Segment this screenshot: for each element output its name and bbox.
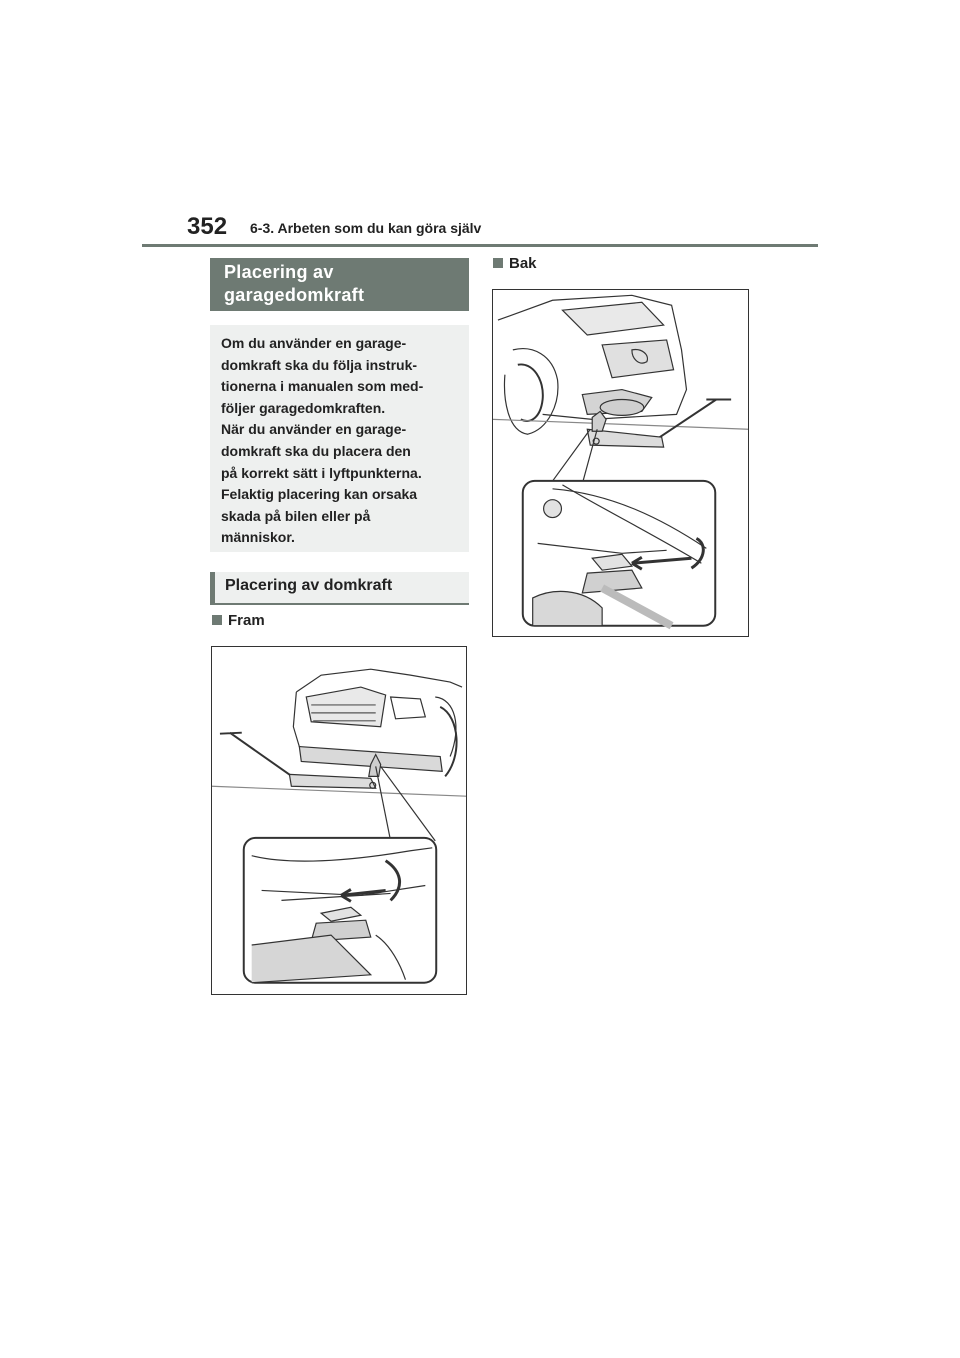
caution-line: människor. — [221, 529, 295, 546]
garage-jack-heading-line-1: Placering av — [224, 262, 334, 282]
garage-jack-caution-box — [210, 325, 469, 552]
caution-line: följer garagedomkraften. — [221, 399, 386, 416]
caution-line: Om du använder en garage- — [221, 335, 407, 351]
header-rule — [142, 244, 818, 247]
garage-jack-heading — [210, 258, 469, 311]
caution-line: domkraft ska du placera den — [221, 442, 411, 459]
rear-label-text: Bak — [509, 255, 537, 272]
page-number: 352 — [187, 213, 228, 240]
garage-jack-heading-line-2: garagedomkraft — [224, 285, 365, 305]
front-label — [212, 612, 265, 629]
square-bullet-icon — [212, 615, 222, 625]
front-label-text: Fram — [228, 612, 265, 629]
rear-jack-illustration — [492, 289, 749, 637]
caution-line: tionerna i manualen som med- — [221, 378, 424, 395]
section-title: 6-3. Arbeten som du kan göra själv — [250, 220, 482, 236]
caution-line: skada på bilen eller på — [221, 507, 371, 524]
rear-car-jack-drawing — [493, 290, 748, 636]
caution-line: När du använder en garage- — [221, 421, 407, 438]
front-car-jack-drawing — [212, 647, 466, 994]
rear-label — [493, 255, 537, 272]
caution-line: Felaktig placering kan orsaka — [221, 486, 418, 503]
jack-heading: Placering av domkraft — [210, 572, 469, 605]
caution-line: domkraft ska du följa instruk- — [221, 356, 418, 373]
front-jack-illustration — [211, 646, 467, 995]
square-bullet-icon — [493, 258, 503, 268]
caution-line: på korrekt sätt i lyftpunkterna. — [221, 464, 422, 481]
